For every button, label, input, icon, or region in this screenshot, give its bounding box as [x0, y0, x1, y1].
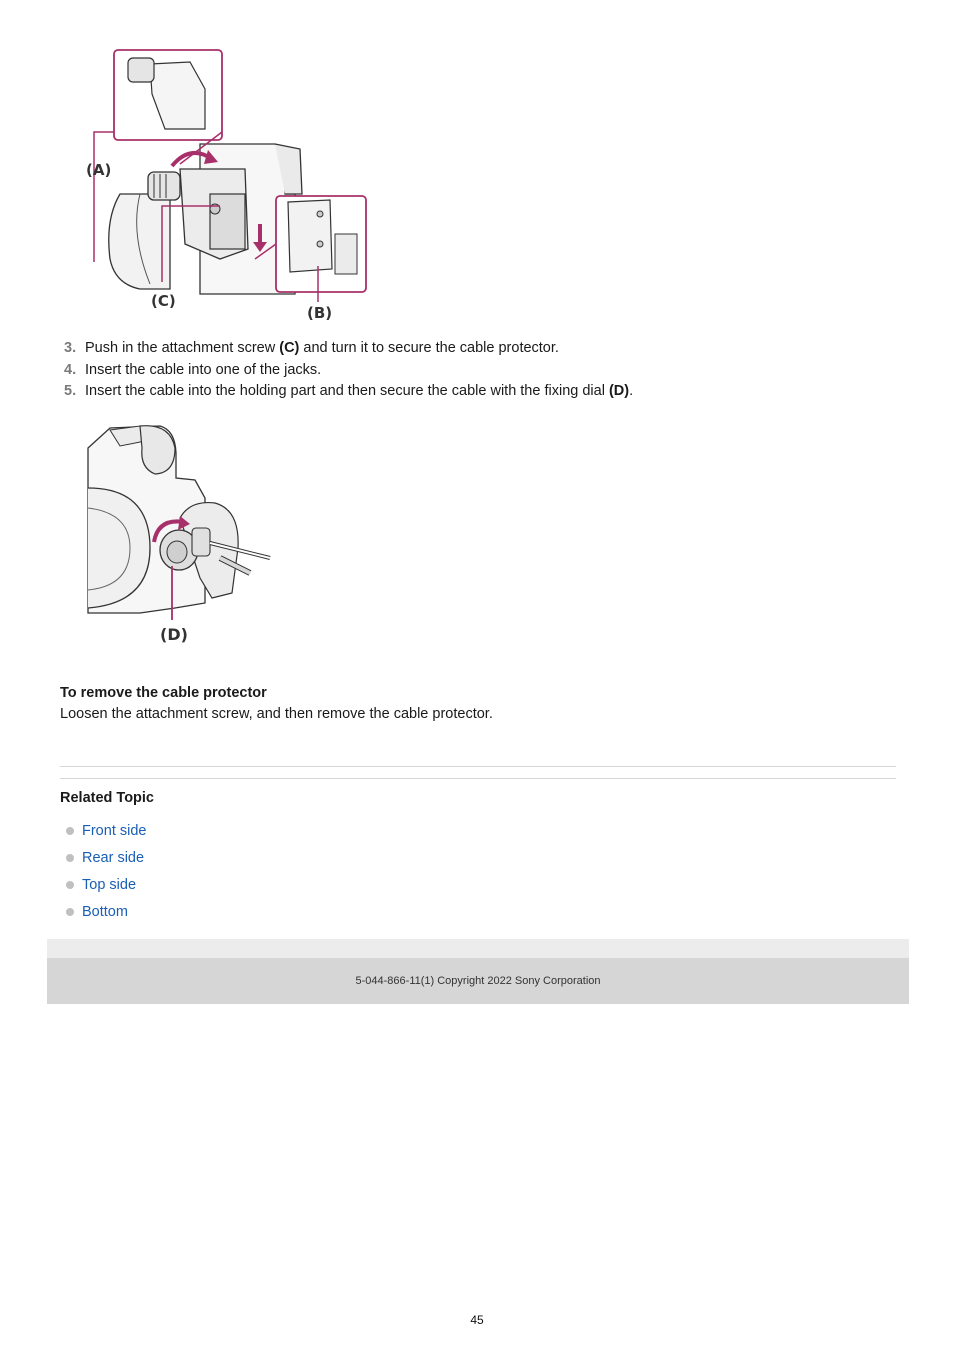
steps-list [64, 338, 633, 403]
related-topic-heading: Related Topic [60, 790, 154, 806]
link-front-side[interactable]: Front side [82, 822, 147, 839]
related-topic-list [66, 817, 146, 925]
callout-a: (A) [86, 161, 112, 179]
bullet-icon [66, 827, 74, 835]
list-item [66, 871, 146, 898]
step-3 [64, 338, 633, 360]
page-number: 45 [470, 1313, 484, 1327]
copyright-text: 5-044-866-11(1) Copyright 2022 Sony Corporation [355, 975, 601, 987]
step-4 [64, 360, 633, 382]
divider [60, 778, 896, 779]
link-bottom[interactable]: Bottom [82, 903, 128, 920]
remove-heading: To remove the cable protector [60, 685, 267, 701]
link-top-side[interactable]: Top side [82, 876, 137, 893]
step-number: 5. [64, 383, 77, 399]
step-text: Push in the attachment screw [85, 340, 280, 356]
callout-d: (D) [160, 625, 188, 644]
step-number: 4. [64, 361, 77, 378]
cable-protector-attach-illustration [80, 44, 380, 326]
callout-c: (C) [151, 292, 176, 310]
remove-instructions: Loosen the attachment screw, and then remove the cable protector. [60, 706, 493, 722]
callout-b: (B) [307, 304, 333, 322]
bullet-icon [66, 854, 74, 862]
divider [60, 766, 896, 767]
footer-copyright-bar [47, 958, 909, 1004]
list-item [66, 817, 146, 844]
step-text: Insert the cable into the holding part and then secure the cable with the fixing dial [85, 383, 609, 399]
bullet-icon [66, 908, 74, 916]
link-rear-side[interactable]: Rear side [82, 849, 145, 866]
bullet-icon [66, 881, 74, 889]
step-bold: (C) [279, 340, 300, 356]
step-5 [64, 381, 633, 403]
step-bold: (D) [608, 383, 630, 399]
list-item [66, 844, 146, 871]
footer-band [47, 939, 909, 958]
fixing-dial-illustration [80, 418, 280, 650]
step-text: Insert the cable into one of the jacks. [85, 361, 322, 378]
step-number: 3. [64, 340, 77, 356]
list-item [66, 898, 146, 925]
step-text-end: . [629, 383, 634, 399]
step-text-end: and turn it to secure the cable protector. [299, 340, 559, 356]
